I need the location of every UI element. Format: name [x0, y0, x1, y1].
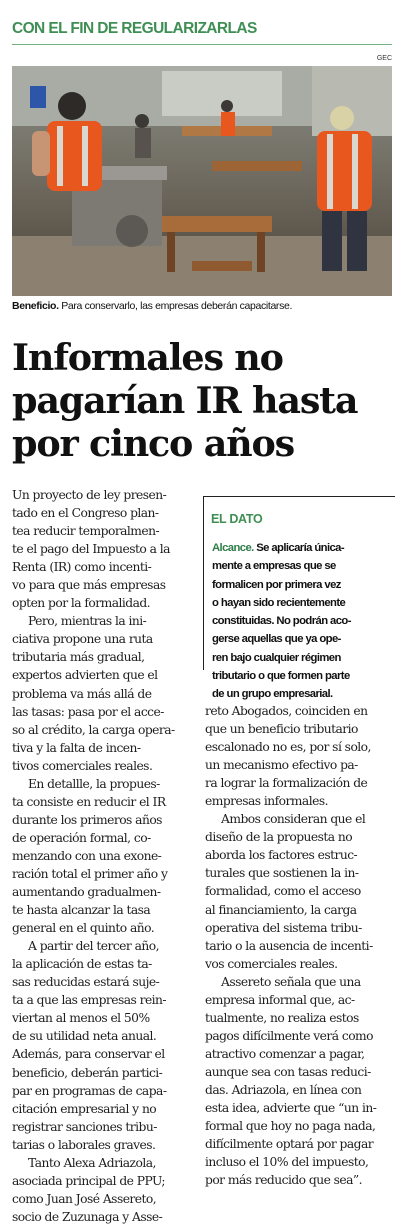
body-line: Ambos consideran que el: [221, 812, 366, 827]
body-column-1: [12, 486, 202, 1226]
body-line: problema va más allá de: [12, 686, 152, 701]
body-line: aunque sea con tasas reduci-: [205, 1064, 371, 1079]
body-line: operativa del sistema tribu-: [205, 920, 362, 935]
body-line: turales que sostienen la in-: [205, 866, 359, 881]
body-line: escalonado no es, por sí solo,: [205, 740, 371, 755]
body-line: durante los primeros años: [12, 812, 162, 827]
body-line: ración total el primer año y: [12, 866, 168, 881]
body-line: Además, para conservar el: [12, 1047, 165, 1062]
body-line: ciativa propone una ruta: [12, 632, 153, 647]
body-line: par en programas de capa-: [12, 1083, 167, 1098]
body-line: menzando con una exone-: [12, 848, 162, 863]
body-line: las tasas: pasa por el acce-: [12, 704, 164, 719]
workshop-photo-illustration: [12, 66, 392, 296]
body-line: aborda los factores estruc-: [205, 848, 358, 863]
headline-line: pagarían IR hasta: [12, 379, 358, 422]
body-line: A partir del tercer año,: [28, 939, 159, 954]
article-photo: [12, 66, 392, 296]
body-line: Renta (IR) como incenti-: [12, 560, 152, 575]
body-line: tributaria más gradual,: [12, 650, 145, 665]
body-line: ta consiste en reducir el IR: [12, 794, 166, 809]
body-line: formal que hoy no paga nada,: [205, 1119, 376, 1134]
sidebar-line: constituidas. No podrán aco-: [212, 615, 351, 628]
article-headline: [12, 336, 392, 465]
body-line: vos comerciales reales.: [205, 956, 338, 971]
sidebar-line: formalicen por primera vez: [212, 578, 341, 591]
body-line: socio de Zuzunaga y Asse-: [12, 1209, 163, 1224]
body-column-2: [205, 702, 394, 1189]
body-line: esta idea, advierte que “un in-: [205, 1101, 377, 1116]
body-paragraph: [205, 702, 394, 810]
photo-credit: GEC: [376, 55, 392, 62]
body-line: tiva y la falta de incen-: [12, 740, 141, 755]
body-line: tivos comerciales reales.: [12, 758, 153, 773]
sidebar-line: tributario o que formen parte: [212, 670, 350, 683]
body-line: tario o la ausencia de incenti-: [205, 938, 373, 953]
body-line: incluso el 10% del impuesto,: [205, 1155, 369, 1170]
sidebar-line: mente a empresas que se: [212, 560, 336, 573]
body-line: Pero, mientras la ini-: [28, 614, 147, 629]
body-line: al financiamiento, la carga: [205, 902, 357, 917]
body-line: un mecanismo efectivo pa-: [205, 758, 358, 773]
body-line: empresas informales.: [205, 794, 328, 809]
body-line: empresa informal que, ac-: [205, 992, 355, 1007]
caption-lead: Beneficio.: [12, 300, 59, 312]
body-line: Tanto Alexa Adriazola,: [28, 1155, 156, 1170]
body-paragraph: [12, 937, 202, 1154]
body-line: formalidad, como el acceso: [205, 884, 361, 899]
body-line: das. Adriazola, en línea con: [205, 1082, 362, 1097]
body-line: de su utilidad neta anual.: [12, 1029, 157, 1044]
sidebar-line: o hayan sido recientemente: [212, 596, 346, 609]
sidebar-title: EL DATO: [211, 512, 263, 526]
body-line: aumentando gradualmen-: [12, 885, 161, 900]
caption-text: Para conservarlo, las empresas deberán capacitarse.: [58, 300, 293, 312]
body-line: que un beneficio tributario: [205, 722, 358, 737]
section-kicker: CON EL FIN DE REGULARIZARLAS: [12, 20, 257, 37]
body-line: la aplicación de estas ta-: [12, 957, 152, 972]
body-line: asociada principal de PPU;: [12, 1173, 165, 1188]
body-line: tea reducir temporalmen-: [12, 524, 160, 539]
body-line: te el pago del Impuesto a la: [12, 542, 170, 557]
body-line: beneficio, deberán partici-: [12, 1065, 163, 1080]
body-line: expertos advierten que el: [12, 668, 158, 683]
body-line: de operación formal, co-: [12, 830, 151, 845]
body-line: citación empresarial y no: [12, 1101, 157, 1116]
body-paragraph: [12, 775, 202, 937]
photo-caption: [12, 300, 392, 312]
body-paragraph: [12, 486, 202, 612]
sidebar-line: de un grupo empresarial.: [212, 688, 333, 701]
sidebar-lead: Alcance.: [212, 542, 254, 554]
sidebar-line: gerse aquellas que ya ope-: [212, 633, 341, 646]
body-line: registrar sanciones tribu-: [12, 1119, 157, 1134]
body-paragraph: [205, 810, 394, 972]
sidebar-text: [212, 539, 394, 704]
body-line: como Juan José Assereto,: [12, 1191, 157, 1206]
body-line: opten por la formalidad.: [12, 596, 151, 611]
body-paragraph: [12, 612, 202, 774]
body-line: tarias o laborales graves.: [12, 1137, 156, 1152]
body-line: Un proyecto de ley presen-: [12, 488, 167, 502]
sidebar-line: ren bajo cualquier régimen: [212, 651, 341, 664]
body-line: atractivo comenzar a pagar,: [205, 1046, 365, 1061]
body-line: tado en el Congreso plan-: [12, 506, 159, 521]
body-line: diseño de la propuesta no: [205, 830, 353, 845]
body-line: por más reducido que sea”.: [205, 1173, 363, 1188]
body-paragraph: [205, 973, 394, 1190]
body-line: te hasta alcanzar la tasa: [12, 903, 151, 918]
body-line: viertan al menos el 50%: [12, 1011, 150, 1026]
sidebar-line: Alcance. Se aplicaría única-: [212, 542, 345, 554]
body-line: tualmente, no realiza estos: [205, 1010, 359, 1025]
body-paragraph: [12, 1154, 202, 1226]
body-line: so al crédito, la carga opera-: [12, 722, 175, 737]
body-line: sas reducidas estará suje-: [12, 975, 160, 990]
body-line: general en el quinto año.: [12, 921, 155, 936]
kicker-divider: [12, 44, 392, 45]
body-line: vo para que más empresas: [12, 578, 166, 593]
body-line: ra lograr la formalización de: [205, 776, 368, 791]
body-line: ta a que las empresas rein-: [12, 993, 167, 1008]
headline-line: por cinco años: [12, 422, 294, 465]
body-line: difícilmente optará por pagar: [205, 1137, 374, 1152]
body-line: Assereto señala que una: [221, 974, 361, 989]
body-line: reto Abogados, coinciden en: [205, 704, 368, 718]
headline-line: Informales no: [12, 336, 283, 379]
body-line: pagos difícilmente verá como: [205, 1028, 374, 1043]
body-line: En detallle, la propues-: [28, 776, 160, 791]
